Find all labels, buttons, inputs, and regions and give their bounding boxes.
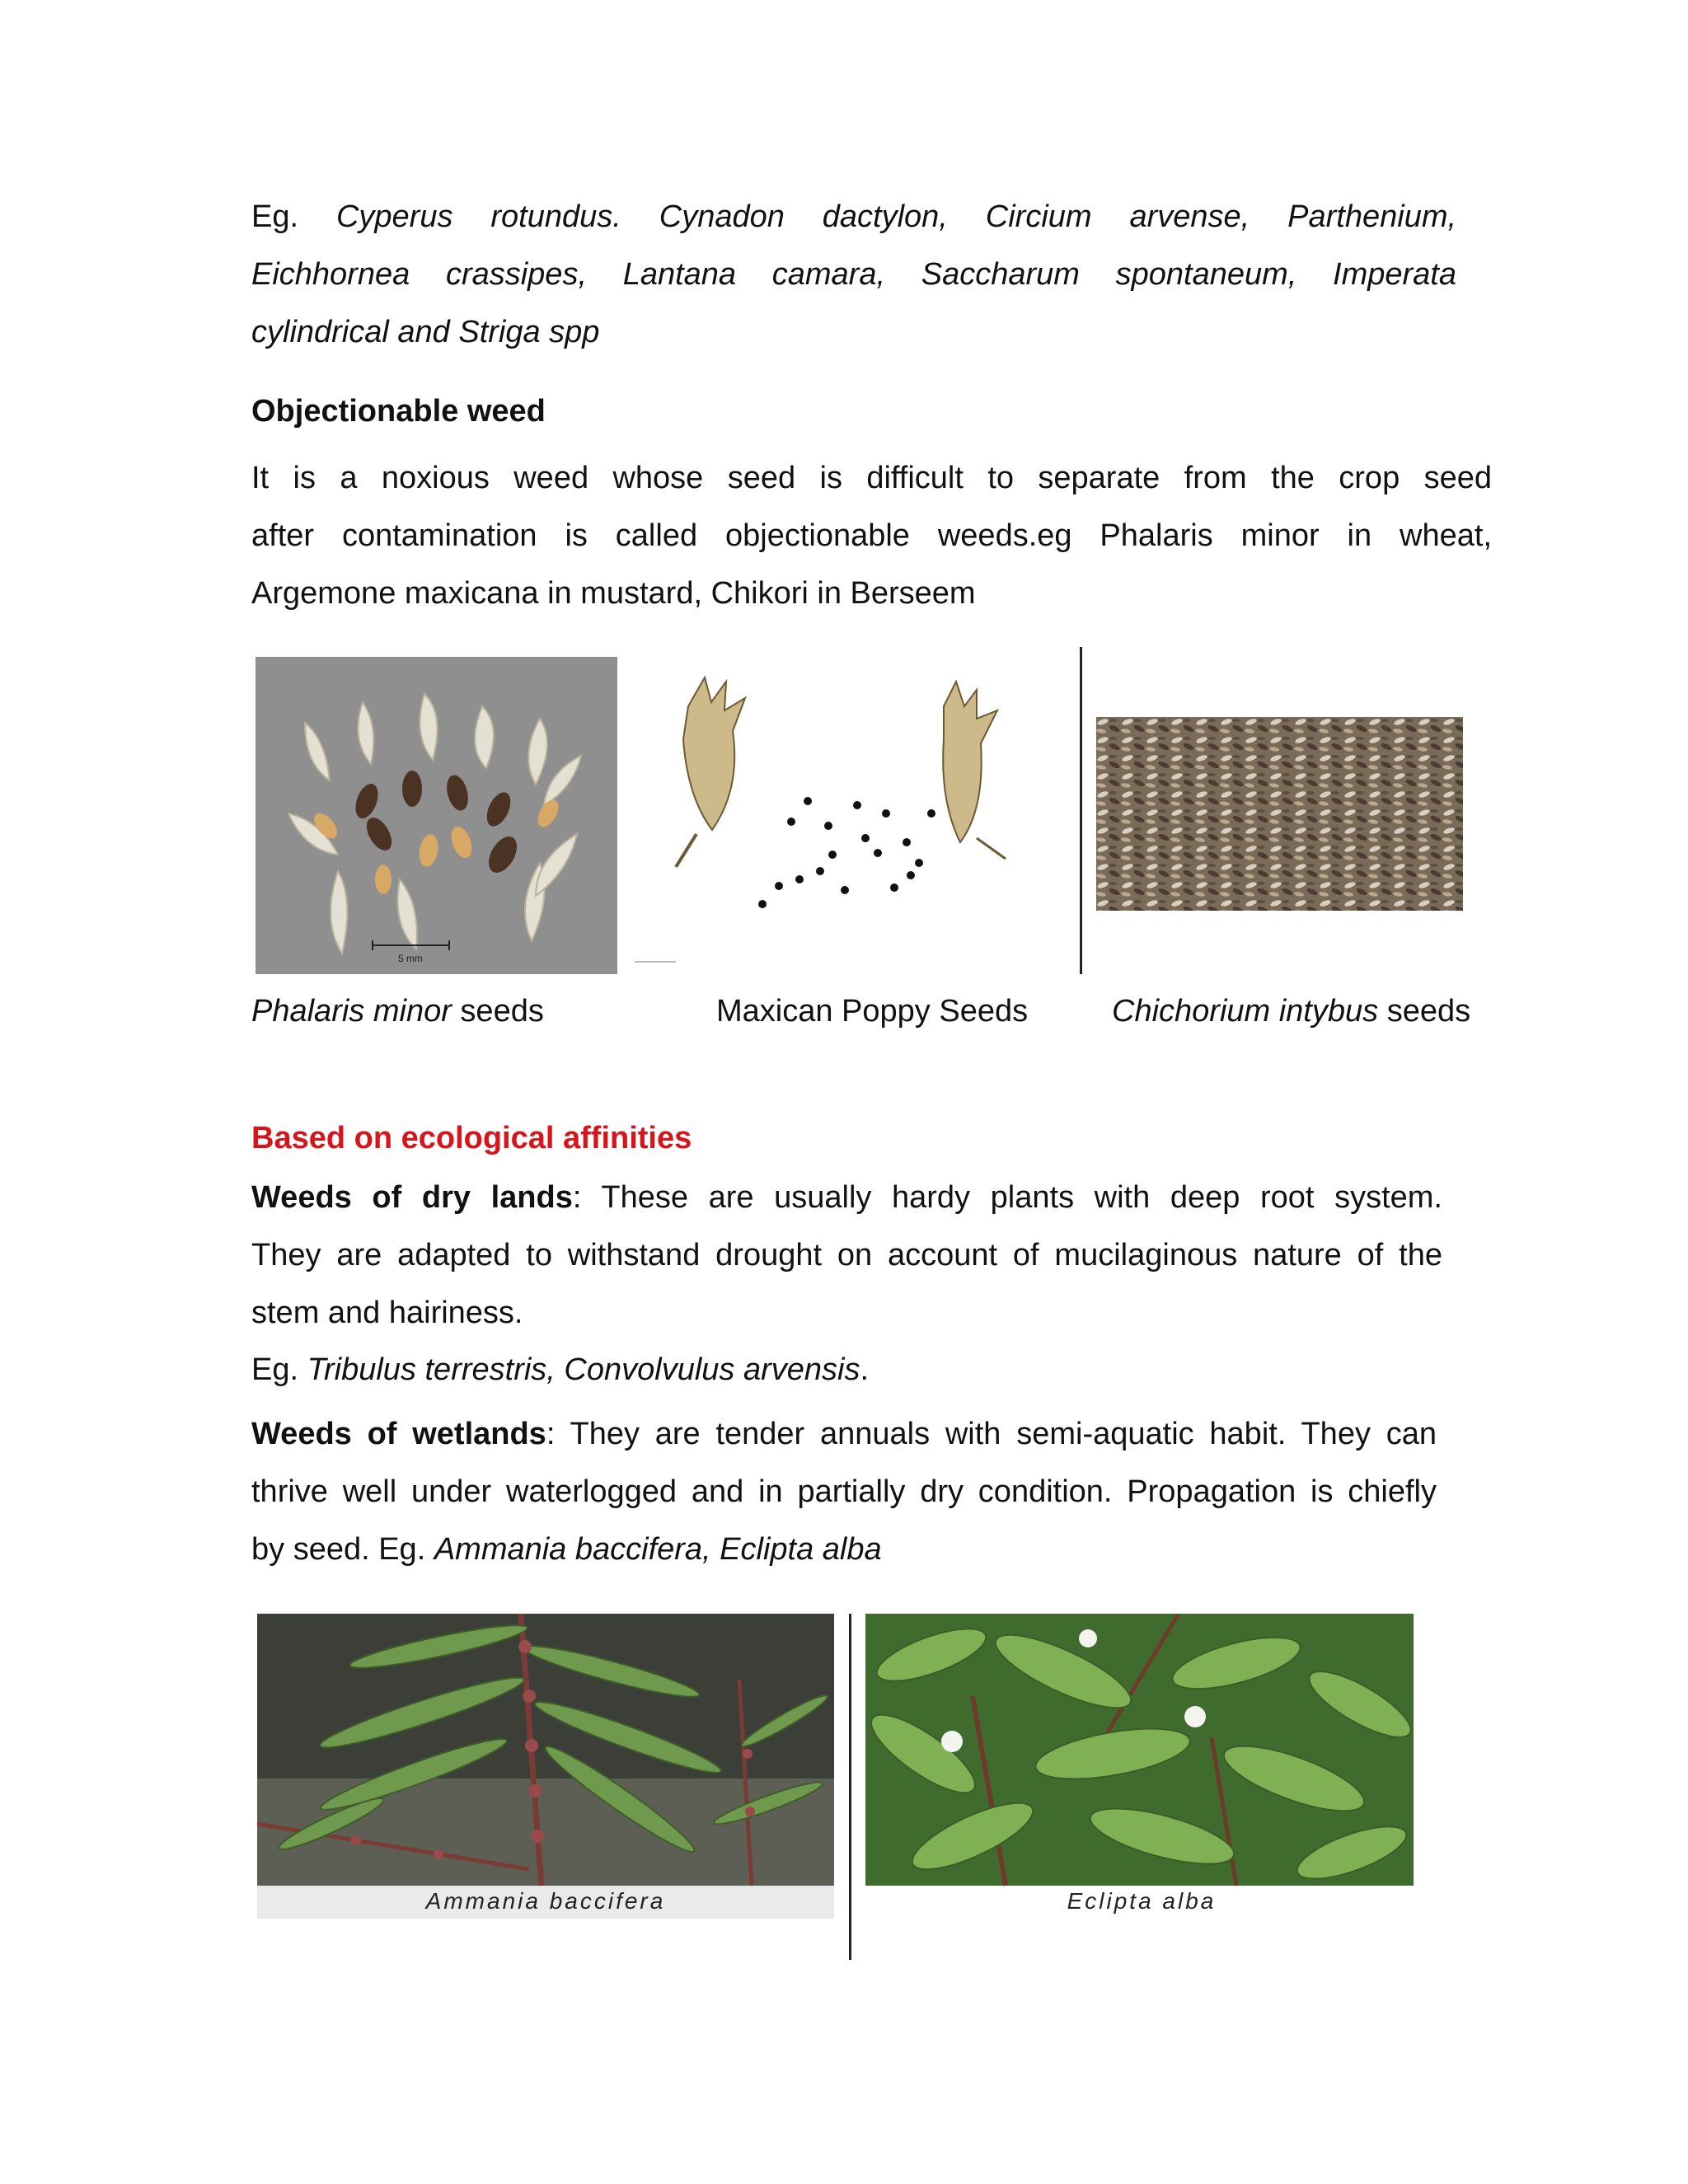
scale-bar-label: 5 mm [398,953,423,964]
plant-figure-divider [849,1614,851,1960]
mexican-poppy-seeds-image [631,657,1059,974]
species: Cyperus rotundus. [335,199,621,234]
caption-species: Chichorium intybus [1112,994,1379,1029]
figure-divider [1080,647,1082,974]
dry-line-2: They are adapted to withstand drought on account of mucilaginous nature of the [251,1238,1442,1272]
intro-line-1 [251,188,1456,246]
dry-lands-example [251,1341,1492,1399]
punctuation: . [860,1352,870,1387]
ecological-heading: Based on ecological affinities [251,1121,692,1155]
ammania-baccifera-label: Ammania baccifera [425,1888,666,1914]
species: Lantana camara, [622,257,886,292]
objectionable-paragraph [251,449,1492,622]
dry-line-3: stem and hairiness. [251,1296,523,1330]
wet-text: : They are tender annuals with semi-aquatic habit. They can [546,1417,1437,1451]
phalaris-minor-caption [251,994,544,1029]
wet-line-2: thrive well under waterlogged and in partially dry condition. Propagation is chiefly [251,1474,1437,1509]
species: cylindrical and Striga spp [251,315,600,349]
chichorium-intybus-caption [1112,994,1470,1029]
objectionable-line-2: after contamination is called objectionable weeds.eg Phalaris minor in wheat, [251,518,1492,553]
objectionable-line-3: Argemone maxicana in mustard, Chikori in Berseem [251,576,976,611]
intro-line-3 [251,303,1456,361]
dry-species: Tribulus terrestris, Convolvulus arvensis [307,1352,860,1387]
species: Parthenium, [1287,199,1457,234]
wet-text: by seed. Eg. [251,1532,426,1567]
eclipta-alba-label: Eclipta alba [1067,1888,1217,1914]
eg-prefix: Eg. [251,1352,299,1387]
caption-text: seeds [1378,994,1471,1029]
mexican-poppy-caption [716,994,1028,1029]
wet-species: Ammania baccifera, Eclipta alba [434,1532,882,1567]
caption-text: seeds [451,994,544,1029]
ammania-baccifera-image [257,1614,834,1919]
species: Eichhornea crassipes, [251,257,587,292]
objectionable-line-1: It is a noxious weed whose seed is difficult to separate from the crop seed [251,461,1492,495]
species: Saccharum spontaneum, [921,257,1297,292]
wetlands-paragraph [251,1405,1437,1578]
eclipta-alba-image [865,1614,1414,1919]
species: Circium arvense, [985,199,1250,234]
intro-examples [251,188,1456,361]
intro-line-2 [251,246,1456,303]
caption-species: Phalaris minor [251,994,452,1029]
wetlands-term: Weeds of wetlands [251,1417,546,1451]
caption-text: Maxican Poppy Seeds [716,994,1029,1029]
eg-prefix: Eg. [251,199,299,234]
dry-lands-paragraph [251,1169,1442,1342]
species: Imperata [1333,257,1456,292]
dry-text: : These are usually hardy plants with deep root system. [572,1180,1442,1215]
dry-line-1 [251,1169,1442,1226]
chichorium-intybus-seeds-image [1096,717,1463,911]
species: Cynadon dactylon, [659,199,948,234]
dry-lands-term: Weeds of dry lands [251,1180,573,1215]
phalaris-minor-seeds-image [256,657,617,974]
wet-line-1 [251,1405,1437,1463]
wet-line-3 [251,1521,1437,1578]
seed-heap-icon [1096,717,1463,911]
objectionable-heading: Objectionable weed [251,394,546,429]
